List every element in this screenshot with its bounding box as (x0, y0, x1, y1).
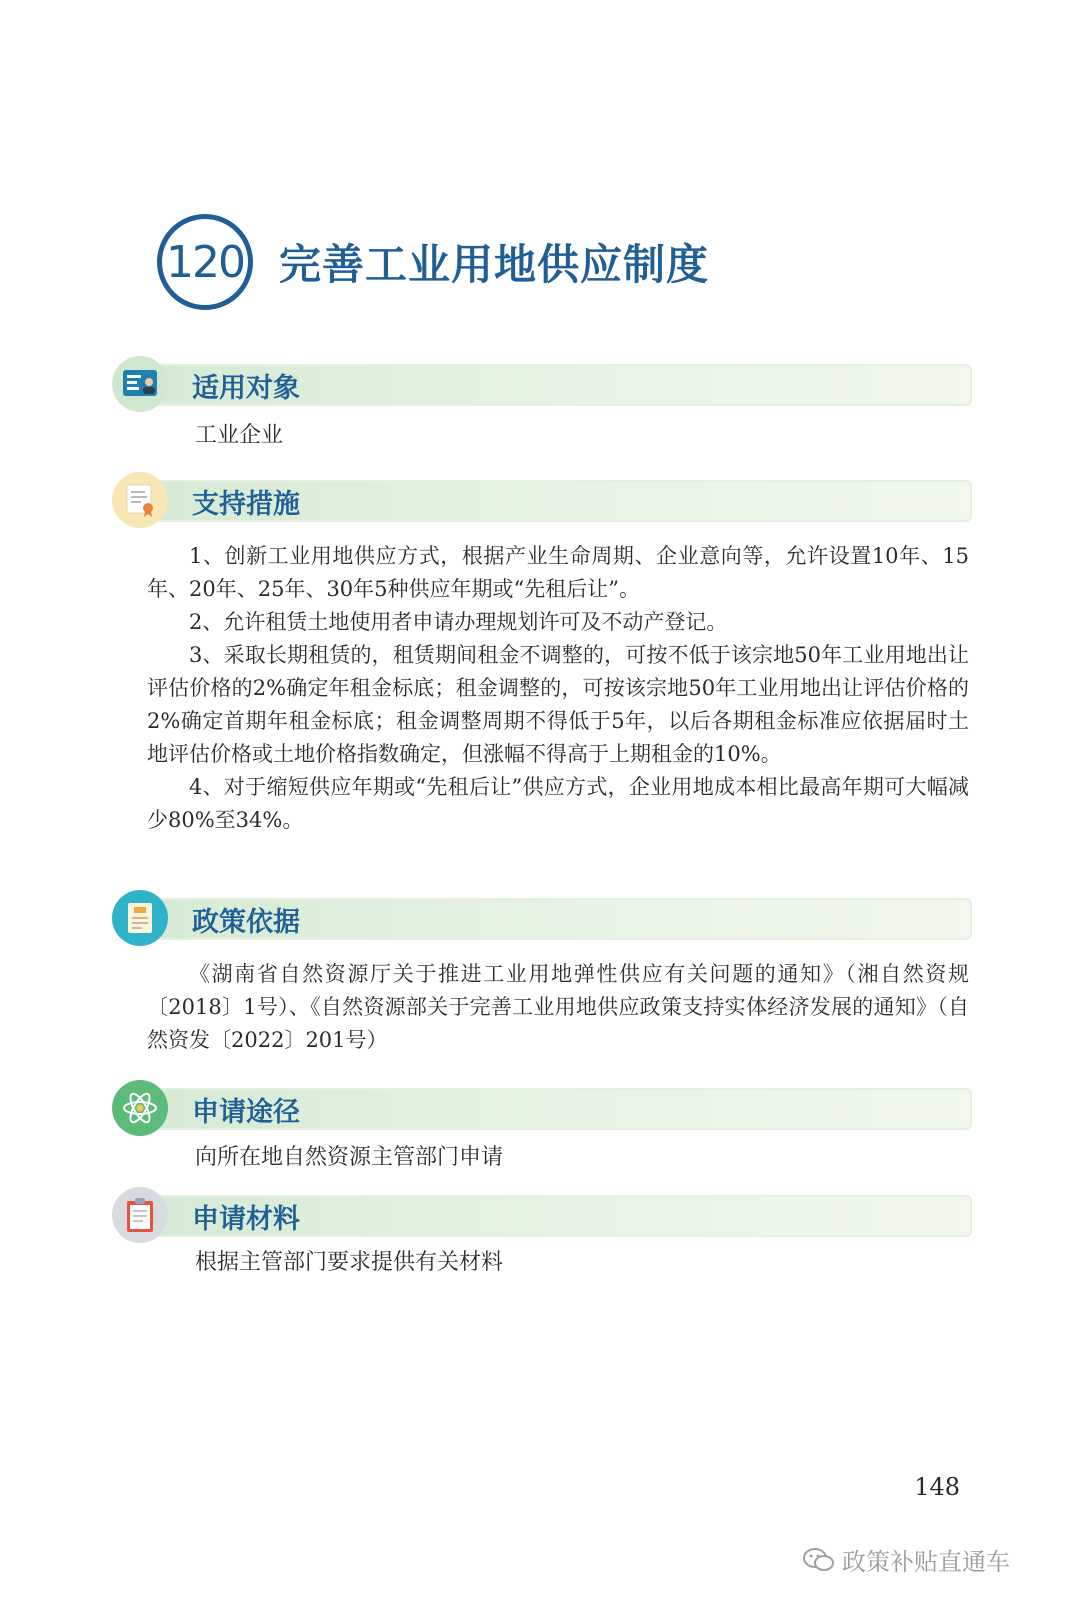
measure-paragraph-2: 2、允许租赁土地使用者申请办理规划许可及不动产登记。 (189, 610, 728, 634)
id-card-icon (112, 356, 168, 412)
section-heading: 适用对象 (192, 373, 300, 404)
watermark-text: 政策补贴直通车 (842, 1548, 1010, 1576)
item-number-badge (157, 214, 253, 310)
materials-text: 根据主管部门要求提供有关材料 (195, 1250, 504, 1275)
channel-text: 向所在地自然资源主管部门申请 (195, 1145, 504, 1170)
applicable-text: 工业企业 (195, 423, 284, 448)
measure-paragraph-3: 3、采取长期租赁的，租赁期间租金不调整的，可按不低于该宗地50年工业用地出让评估价格的2%确定年租金标底；租金调整的，可按该宗地50年工业用地出让评估价格的2%确定首期年租金标底；租金调整周期不得低于5年，以后各期租金标准应依据届时土地评估价格或土地价格指数确定，但涨幅不得高于上期租金的10%。 (147, 643, 969, 766)
section-heading: 申请材料 (192, 1204, 300, 1235)
section-materials (112, 1187, 972, 1243)
document-icon (112, 890, 168, 946)
section-measures (112, 472, 972, 528)
measure-paragraph-1: 1、创新工业用地供应方式，根据产业生命周期、企业意向等，允许设置10年、15年、20年、25年、30年5种供应年期或“先租后让”。 (147, 544, 969, 601)
page-number: 148 (914, 1473, 960, 1501)
basis-text (147, 958, 969, 1057)
basis-paragraph: 《湖南省自然资源厅关于推进工业用地弹性供应有关问题的通知》（湘自然资规〔2018〕1号）、《自然资源部关于完善工业用地供应政策支持实体经济发展的通知》（自然资发〔2022〕201号） (147, 962, 969, 1052)
wechat-icon (802, 1547, 836, 1573)
section-heading: 政策依据 (192, 907, 300, 938)
page-title (157, 212, 709, 312)
measure-paragraph-4: 4、对于缩短供应年期或“先租后让”供应方式，企业用地成本相比最高年期可大幅减少80%至34%。 (147, 775, 969, 832)
section-heading: 支持措施 (192, 489, 300, 520)
certificate-icon (112, 472, 168, 528)
section-heading: 申请途径 (192, 1097, 300, 1128)
measures-text (147, 540, 969, 837)
item-number: 120 (166, 236, 244, 288)
title-text: 完善工业用地供应制度 (279, 240, 710, 289)
section-channel (112, 1080, 972, 1136)
section-applicable (112, 356, 972, 412)
atom-icon (112, 1080, 168, 1136)
section-basis (112, 890, 972, 946)
watermark (802, 1542, 1010, 1577)
clipboard-icon (112, 1187, 168, 1243)
